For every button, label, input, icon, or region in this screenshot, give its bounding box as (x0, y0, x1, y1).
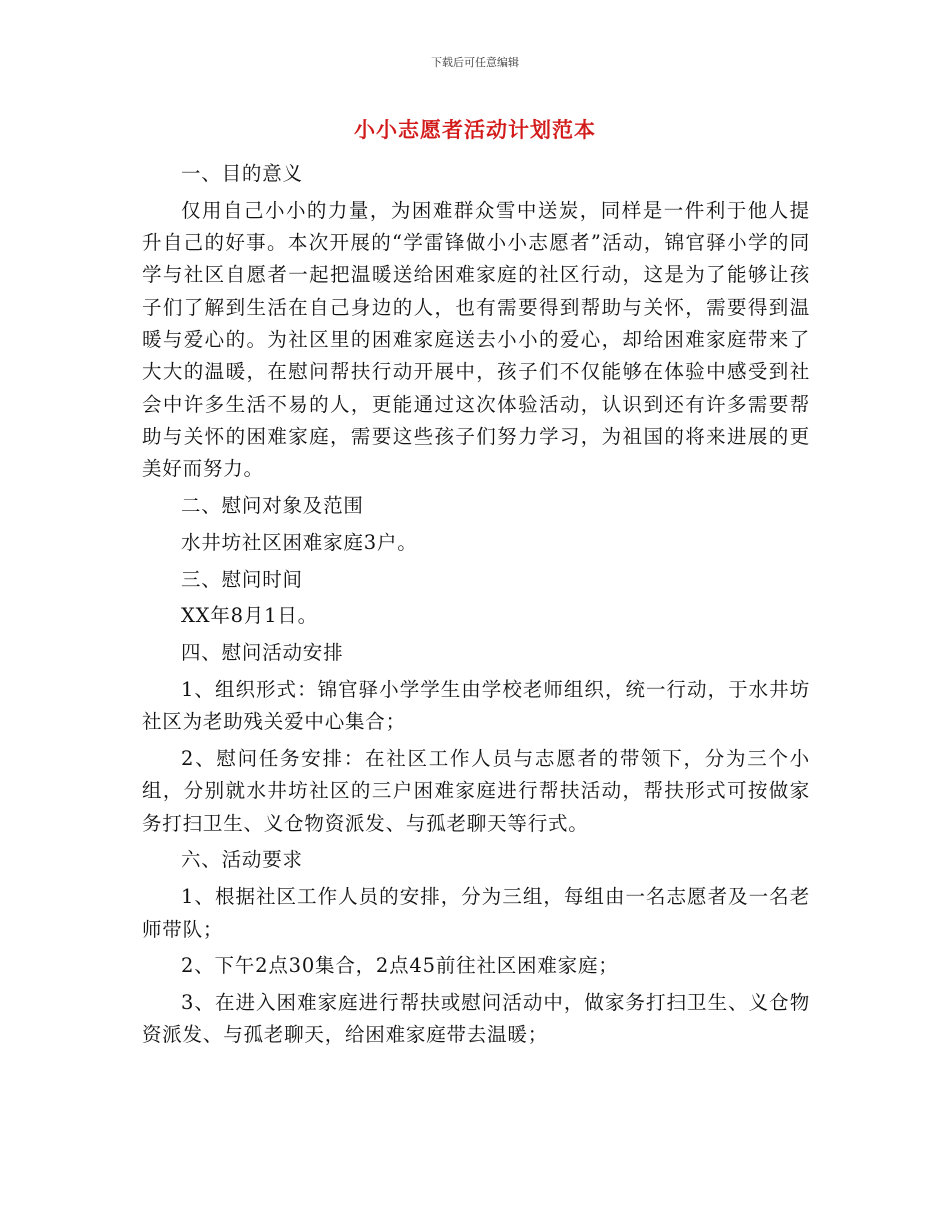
paragraph-requirement-1: 1、根据社区工作人员的安排，分为三组，每组由一名志愿者及一名老师带队； (142, 885, 810, 941)
header-note: 下载后可任意编辑 (431, 56, 519, 69)
section-heading-purpose: 一、目的意义 (181, 162, 303, 185)
paragraph-targets: 水井坊社区困难家庭3户。 (181, 530, 418, 554)
paragraph-arrangement-1: 1、组织形式：锦官驿小学学生由学校老师组织，统一行动，于水井坊社区为老助残关爱中心集合； (142, 677, 810, 734)
section-heading-time: 三、慰问时间 (181, 567, 303, 591)
paragraph-requirement-2: 2、下午2点30集合，2点45前往社区困难家庭； (181, 954, 619, 978)
paragraph-purpose: 仅用自己小小的力量，为困难群众雪中送炭，同样是一件利于他人提升自己的好事。本次开展的“学雷锋做小小志愿者”活动，锦官驿小学的同学与社区自愿者一起把温暖送给困难家庭的社区行动，这是为了能够让孩子们了解到生活在自己身边的人，也有需要得到帮助与关怀，需要得到温暖与爱心的。为社区里的困难家庭送去小小的爱心，却给困难家庭带来了大大的温暖，在慰问帮扶行动开展中，孩子们不仅能够在体验中感受到社会中许多生活不易的人，更能通过这次体验活动，认识到还有许多需要帮助与关怀的困难家庭，需要这些孩子们努力学习，为祖国的将来进展的更美好而努力。 (142, 198, 810, 481)
section-heading-targets: 二、慰问对象及范围 (181, 493, 364, 517)
document-title: 小小志愿者活动计划范本 (354, 117, 596, 142)
section-heading-requirements: 六、活动要求 (181, 848, 303, 872)
paragraph-arrangement-2: 2、慰问任务安排：在社区工作人员与志愿者的带领下，分为三个小组，分别就水井坊社区的三户困难家庭进行帮扶活动，帮扶形式可按做家务打扫卫生、义仓物资派发、与孤老聊天等行式。 (142, 747, 810, 835)
paragraph-requirement-3: 3、在进入困难家庭进行帮扶或慰问活动中，做家务打扫卫生、义仓物资派发、与孤老聊天，给困难家庭带去温暖； (142, 991, 810, 1047)
section-heading-arrangement: 四、慰问活动安排 (181, 641, 344, 665)
document-body (142, 158, 810, 1056)
paragraph-time: XX年8月1日。 (181, 604, 318, 628)
